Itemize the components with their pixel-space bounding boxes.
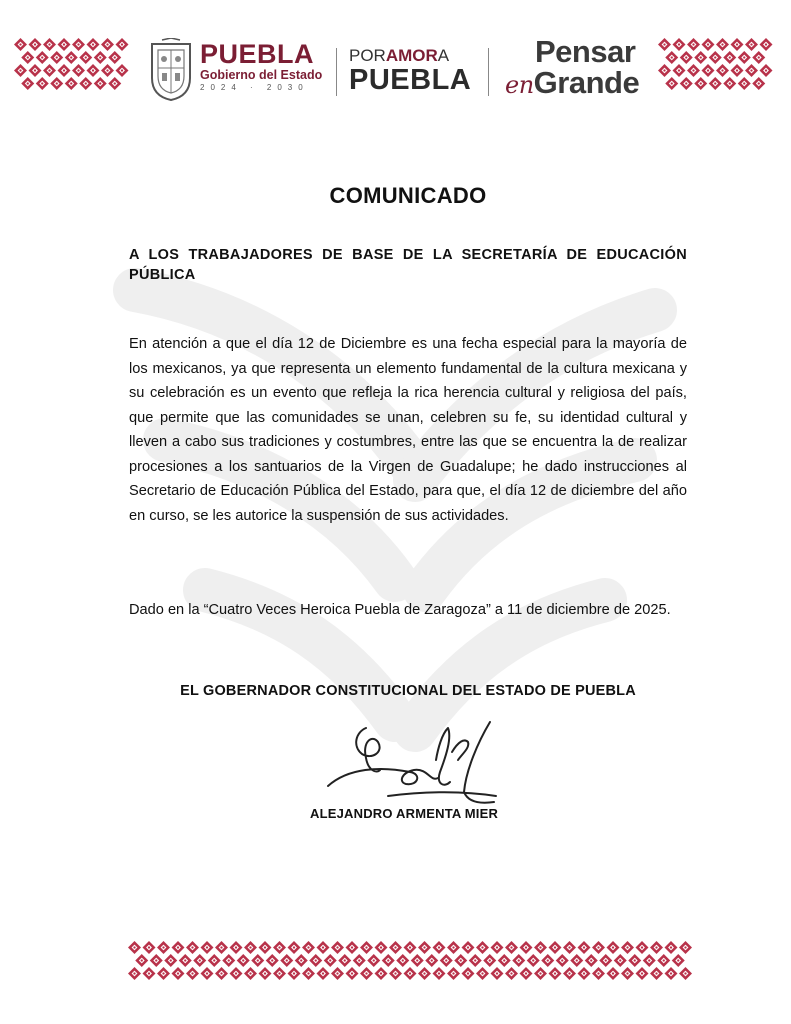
pattern-diamond [87, 64, 100, 77]
pattern-diamond [288, 941, 301, 954]
pattern-diamond [614, 954, 627, 967]
pattern-diamond [201, 967, 214, 980]
pattern-diamond [752, 77, 765, 90]
pattern-diamond [760, 64, 773, 77]
pattern-diamond [752, 51, 765, 64]
pattern-diamond [483, 954, 496, 967]
logo-pensar-grande: Grande [533, 65, 640, 100]
pattern-diamond [679, 967, 692, 980]
state-seal-icon [148, 38, 194, 102]
pattern-diamond [135, 954, 148, 967]
pattern-diamond [101, 38, 114, 51]
pattern-diamond [128, 967, 141, 980]
pattern-diamond [520, 941, 533, 954]
pattern-diamond [716, 38, 729, 51]
por-amor-a-puebla-logo [349, 46, 479, 94]
pattern-diamond [14, 64, 27, 77]
pattern-diamond [731, 38, 744, 51]
header-pattern-right [658, 38, 776, 90]
pattern-diamond [87, 38, 100, 51]
pattern-diamond [592, 941, 605, 954]
pattern-diamond [578, 967, 591, 980]
pattern-diamond [389, 941, 402, 954]
pattern-diamond [116, 64, 129, 77]
pattern-diamond [433, 941, 446, 954]
pattern-diamond [360, 941, 373, 954]
pattern-diamond [353, 954, 366, 967]
pattern-diamond [505, 967, 518, 980]
pattern-diamond [331, 941, 344, 954]
logo-pensar-en: en [505, 71, 534, 99]
logo-amor-puebla: PUEBLA [349, 64, 472, 96]
pattern-diamond [116, 38, 129, 51]
pattern-diamond [179, 954, 192, 967]
pattern-diamond [556, 954, 569, 967]
pattern-diamond [367, 954, 380, 967]
pattern-diamond [672, 954, 685, 967]
pattern-diamond [79, 51, 92, 64]
pattern-diamond [491, 967, 504, 980]
pattern-diamond [230, 967, 243, 980]
pattern-diamond [108, 51, 121, 64]
pattern-diamond [50, 77, 63, 90]
pattern-diamond [29, 64, 42, 77]
pattern-diamond [273, 941, 286, 954]
pattern-diamond [266, 954, 279, 967]
document-addressee: A LOS TRABAJADORES DE BASE DE LA SECRETARÍA DE EDUCACIÓN PÚBLICA [129, 247, 687, 283]
pattern-diamond [43, 38, 56, 51]
pattern-diamond [534, 967, 547, 980]
pattern-diamond [578, 941, 591, 954]
pattern-diamond [404, 967, 417, 980]
pattern-diamond [541, 954, 554, 967]
pattern-diamond [331, 967, 344, 980]
pattern-diamond [462, 941, 475, 954]
pattern-diamond [673, 38, 686, 51]
pattern-diamond [592, 967, 605, 980]
pattern-diamond [43, 64, 56, 77]
pattern-diamond [215, 941, 228, 954]
pattern-diamond [628, 954, 641, 967]
pattern-diamond [172, 941, 185, 954]
pattern-diamond [360, 967, 373, 980]
handwritten-signature [318, 712, 518, 812]
pattern-diamond [186, 967, 199, 980]
pattern-diamond [512, 954, 525, 967]
pattern-diamond [186, 941, 199, 954]
pattern-diamond [527, 954, 540, 967]
pattern-diamond [143, 967, 156, 980]
pattern-diamond [375, 967, 388, 980]
pattern-diamond [745, 38, 758, 51]
footer-pattern [128, 941, 692, 981]
pattern-diamond [244, 967, 257, 980]
pattern-diamond [72, 64, 85, 77]
pattern-diamond [164, 954, 177, 967]
pattern-diamond [346, 967, 359, 980]
logo-amor-por: POR [349, 46, 386, 65]
pattern-diamond [94, 77, 107, 90]
pattern-diamond [418, 941, 431, 954]
pattern-diamond [302, 967, 315, 980]
pensar-en-grande-logo [505, 36, 655, 101]
pattern-diamond [462, 967, 475, 980]
logo-amor-a: A [437, 46, 450, 65]
pattern-diamond [382, 954, 395, 967]
pattern-diamond [476, 967, 489, 980]
pattern-diamond [599, 954, 612, 967]
pattern-diamond [36, 51, 49, 64]
pattern-diamond [201, 941, 214, 954]
pattern-diamond [665, 941, 678, 954]
pattern-diamond [505, 941, 518, 954]
pattern-diamond [745, 64, 758, 77]
pattern-diamond [738, 51, 751, 64]
pattern-diamond [731, 64, 744, 77]
pattern-diamond [295, 954, 308, 967]
pattern-diamond [338, 954, 351, 967]
pattern-diamond [288, 967, 301, 980]
pattern-diamond [72, 38, 85, 51]
pattern-diamond [621, 941, 634, 954]
pattern-diamond [673, 64, 686, 77]
pattern-diamond [65, 77, 78, 90]
pattern-diamond [650, 941, 663, 954]
pattern-diamond [454, 954, 467, 967]
header-divider [488, 48, 489, 96]
pattern-diamond [79, 77, 92, 90]
pattern-diamond [346, 941, 359, 954]
header-divider [336, 48, 337, 96]
pattern-diamond [680, 51, 693, 64]
pattern-diamond [665, 967, 678, 980]
pattern-diamond [469, 954, 482, 967]
pattern-diamond [447, 967, 460, 980]
pattern-diamond [50, 51, 63, 64]
pattern-diamond [29, 38, 42, 51]
pattern-diamond [157, 941, 170, 954]
pattern-diamond [658, 64, 671, 77]
pattern-diamond [679, 941, 692, 954]
pattern-diamond [723, 77, 736, 90]
pattern-diamond [687, 64, 700, 77]
pattern-diamond [309, 954, 322, 967]
pattern-diamond [643, 954, 656, 967]
pattern-diamond [273, 967, 286, 980]
pattern-diamond [440, 954, 453, 967]
pattern-diamond [157, 967, 170, 980]
pattern-diamond [433, 967, 446, 980]
pattern-diamond [607, 967, 620, 980]
pattern-diamond [222, 954, 235, 967]
pattern-diamond [760, 38, 773, 51]
pattern-diamond [476, 941, 489, 954]
pattern-diamond [324, 954, 337, 967]
document-title: COMUNICADO [329, 183, 487, 208]
pattern-diamond [636, 941, 649, 954]
pattern-diamond [694, 51, 707, 64]
pattern-diamond [549, 941, 562, 954]
pattern-diamond [563, 941, 576, 954]
pattern-diamond [244, 941, 257, 954]
pattern-diamond [425, 954, 438, 967]
pattern-diamond [520, 967, 533, 980]
pattern-diamond [621, 967, 634, 980]
pattern-diamond [658, 38, 671, 51]
pattern-diamond [21, 77, 34, 90]
pattern-diamond [665, 51, 678, 64]
pattern-diamond [563, 967, 576, 980]
signer-name: ALEJANDRO ARMENTA MIER [310, 806, 499, 821]
pattern-diamond [58, 38, 71, 51]
pattern-diamond [738, 77, 751, 90]
pattern-diamond [709, 77, 722, 90]
pattern-diamond [143, 941, 156, 954]
logo-pensar-word: Pensar [535, 34, 636, 69]
pattern-diamond [193, 954, 206, 967]
pattern-diamond [36, 77, 49, 90]
pattern-diamond [709, 51, 722, 64]
pattern-diamond [94, 51, 107, 64]
pattern-diamond [21, 51, 34, 64]
pattern-diamond [650, 967, 663, 980]
pattern-diamond [447, 941, 460, 954]
pattern-diamond [702, 64, 715, 77]
pattern-diamond [404, 941, 417, 954]
pattern-diamond [230, 941, 243, 954]
pattern-diamond [389, 967, 402, 980]
pattern-diamond [657, 954, 670, 967]
pattern-diamond [101, 64, 114, 77]
pattern-diamond [58, 64, 71, 77]
pattern-diamond [585, 954, 598, 967]
logo-amor-amor: AMOR [385, 46, 438, 65]
pattern-diamond [702, 38, 715, 51]
logo-puebla-name: PUEBLA [200, 39, 315, 69]
document-date-place: Dado en la “Cuatro Veces Heroica Puebla de Zaragoza” a 11 de diciembre de 2025. [129, 602, 671, 618]
puebla-government-logo [200, 40, 322, 94]
pattern-diamond [498, 954, 511, 967]
pattern-diamond [680, 77, 693, 90]
pattern-diamond [317, 941, 330, 954]
header-pattern-left [14, 38, 132, 90]
pattern-diamond [723, 51, 736, 64]
logo-puebla-subtitle: Gobierno del Estado [200, 68, 323, 82]
logo-puebla-years: 2024 · 2030 [200, 83, 309, 92]
pattern-diamond [14, 38, 27, 51]
pattern-diamond [208, 954, 221, 967]
pattern-diamond [636, 967, 649, 980]
pattern-diamond [549, 967, 562, 980]
pattern-diamond [259, 941, 272, 954]
pattern-diamond [716, 64, 729, 77]
pattern-diamond [251, 954, 264, 967]
pattern-diamond [375, 941, 388, 954]
pattern-diamond [259, 967, 272, 980]
document-body: En atención a que el día 12 de Diciembre es una fecha especial para la mayoría de los mexicanos, ya que representa un elemento fundamental de la cultura mexicana y su celebración es un evento que refleja la rica herencia cultural y religiosa del país, que permite que las comunidades se unan, celebren su fe, su identidad cultural y lleven a cabo sus tradiciones y costumbres, entre las que se encuentra la de realizar procesiones a los santuarios de la Virgen de Guadalupe; he dado instrucciones al Secretario de Educación Pública del Estado, para que, el día 12 de diciembre del año en curso, se les autorice la suspensión de sus actividades. [129, 336, 687, 524]
pattern-diamond [694, 77, 707, 90]
pattern-diamond [280, 954, 293, 967]
pattern-diamond [534, 941, 547, 954]
pattern-diamond [411, 954, 424, 967]
pattern-diamond [237, 954, 250, 967]
pattern-diamond [172, 967, 185, 980]
pattern-diamond [665, 77, 678, 90]
pattern-diamond [687, 38, 700, 51]
pattern-diamond [418, 967, 431, 980]
pattern-diamond [150, 954, 163, 967]
pattern-diamond [65, 51, 78, 64]
pattern-diamond [317, 967, 330, 980]
pattern-diamond [396, 954, 409, 967]
pattern-diamond [570, 954, 583, 967]
pattern-diamond [607, 941, 620, 954]
pattern-diamond [302, 941, 315, 954]
pattern-diamond [108, 77, 121, 90]
pattern-diamond [128, 941, 141, 954]
pattern-diamond [491, 941, 504, 954]
governor-title: EL GOBERNADOR CONSTITUCIONAL DEL ESTADO DE PUEBLA [180, 683, 636, 699]
pattern-diamond [215, 967, 228, 980]
